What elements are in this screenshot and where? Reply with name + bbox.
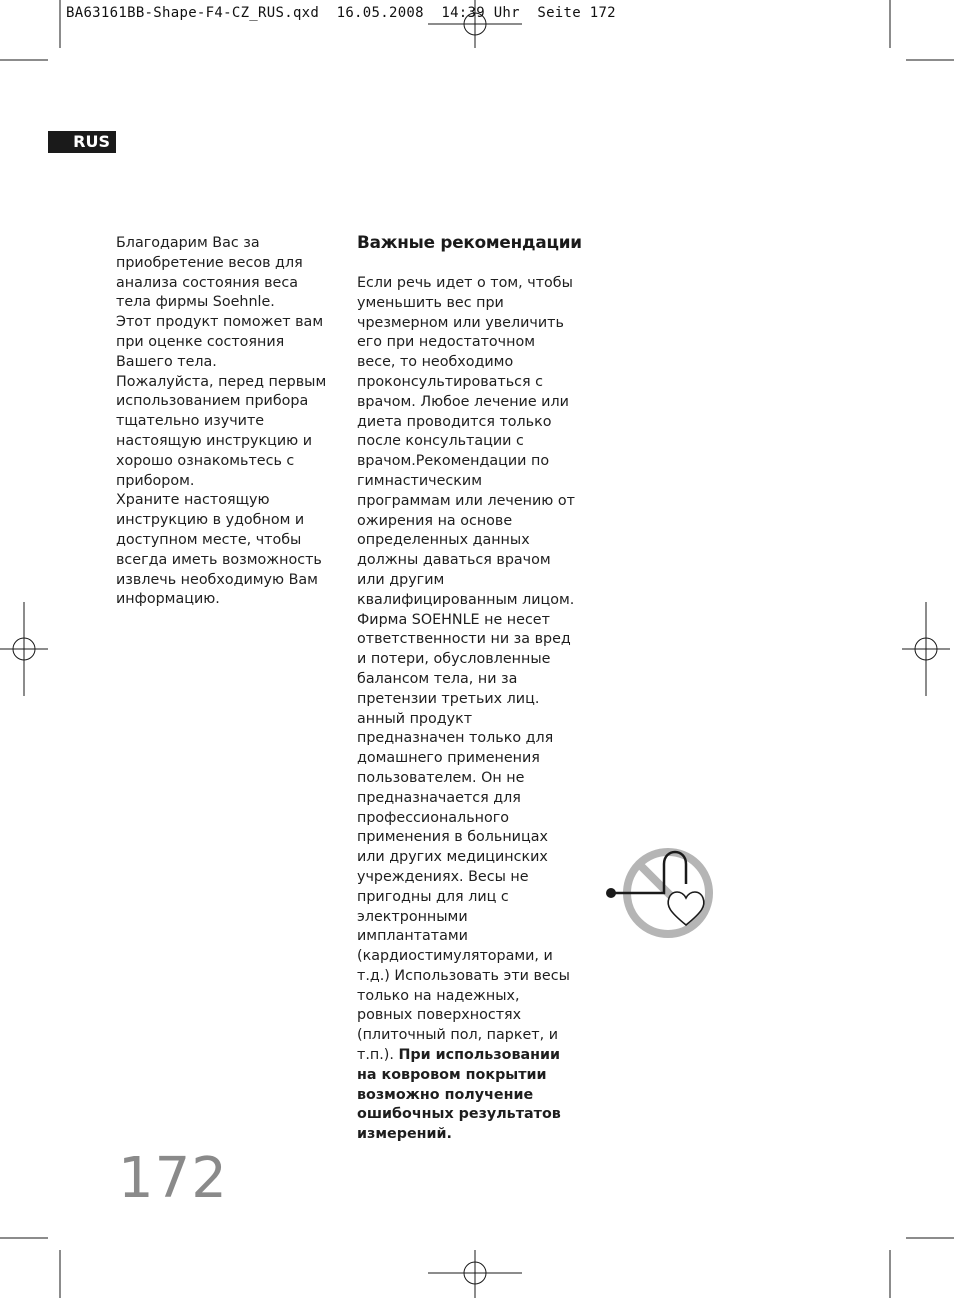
file-slug: BA63161BB-Shape-F4-CZ_RUS.qxd 16.05.2008 14:39 Uhr Seite 172 xyxy=(66,5,616,21)
registration-mark-left xyxy=(0,602,48,696)
intro-paragraph: Храните настоящую инструкцию в удобном и доступном месте, чтобы всегда иметь возможность извлечь необходимую Вам информацию. xyxy=(116,492,322,608)
language-tab xyxy=(48,131,116,153)
no-pacemaker-icon xyxy=(600,846,720,946)
intro-paragraph: Этот продукт поможет вам при оценке состояния Вашего тела. xyxy=(116,314,324,370)
page-number: 172 xyxy=(118,1146,228,1211)
carpet-warning: При использовании на ковровом покрытии возможно получение ошибочных результатов измерений. xyxy=(357,1047,561,1143)
language-label: RUS xyxy=(73,132,110,151)
intro-paragraph: Благодарим Вас за приобретение весов для анализа состояния веса тела фирмы Soehnle. xyxy=(116,235,303,311)
recommendations-text: Если речь идет о том, чтобы уменьшить вес при чрезмерном или увеличить его при недостаточном весе, то необходимо проконсультироваться с врачом. Любое лечение или диета проводится только после консультации с врачом.Рекомендации по гимнастическим программам или лечению от ожирения на основе определенных данных должны даваться врачом или другим квалифицированным лицом. Фирма SOEHNLE не несет ответственности ни за вред и потери, обусловленные балансом тела, ни за претензии третьих лиц. анный продукт предназначен только для домашнего применения пользователем. Он не предназначается для профессионального применения в больницах или других медицинских учреждениях. Весы не пригодны для лиц с электронными имплантатами (кардиостимуляторами, и т.д.) Использовать эти весы только на надежных, ровных поверхностях (плиточный пол, паркет, и т.п.). xyxy=(357,275,575,1064)
registration-mark-bottom xyxy=(428,1250,522,1298)
recommendations-body xyxy=(357,274,577,1145)
registration-mark-right xyxy=(902,602,950,696)
intro-column xyxy=(116,234,331,610)
intro-paragraph: Пожалуйста, перед первым использованием прибора тщательно изучите настоящую инструкцию и хорошо ознакомьтесь с прибором. xyxy=(116,373,327,489)
section-heading: Важные рекомендации xyxy=(357,232,582,252)
recommendations-column xyxy=(357,274,577,1145)
